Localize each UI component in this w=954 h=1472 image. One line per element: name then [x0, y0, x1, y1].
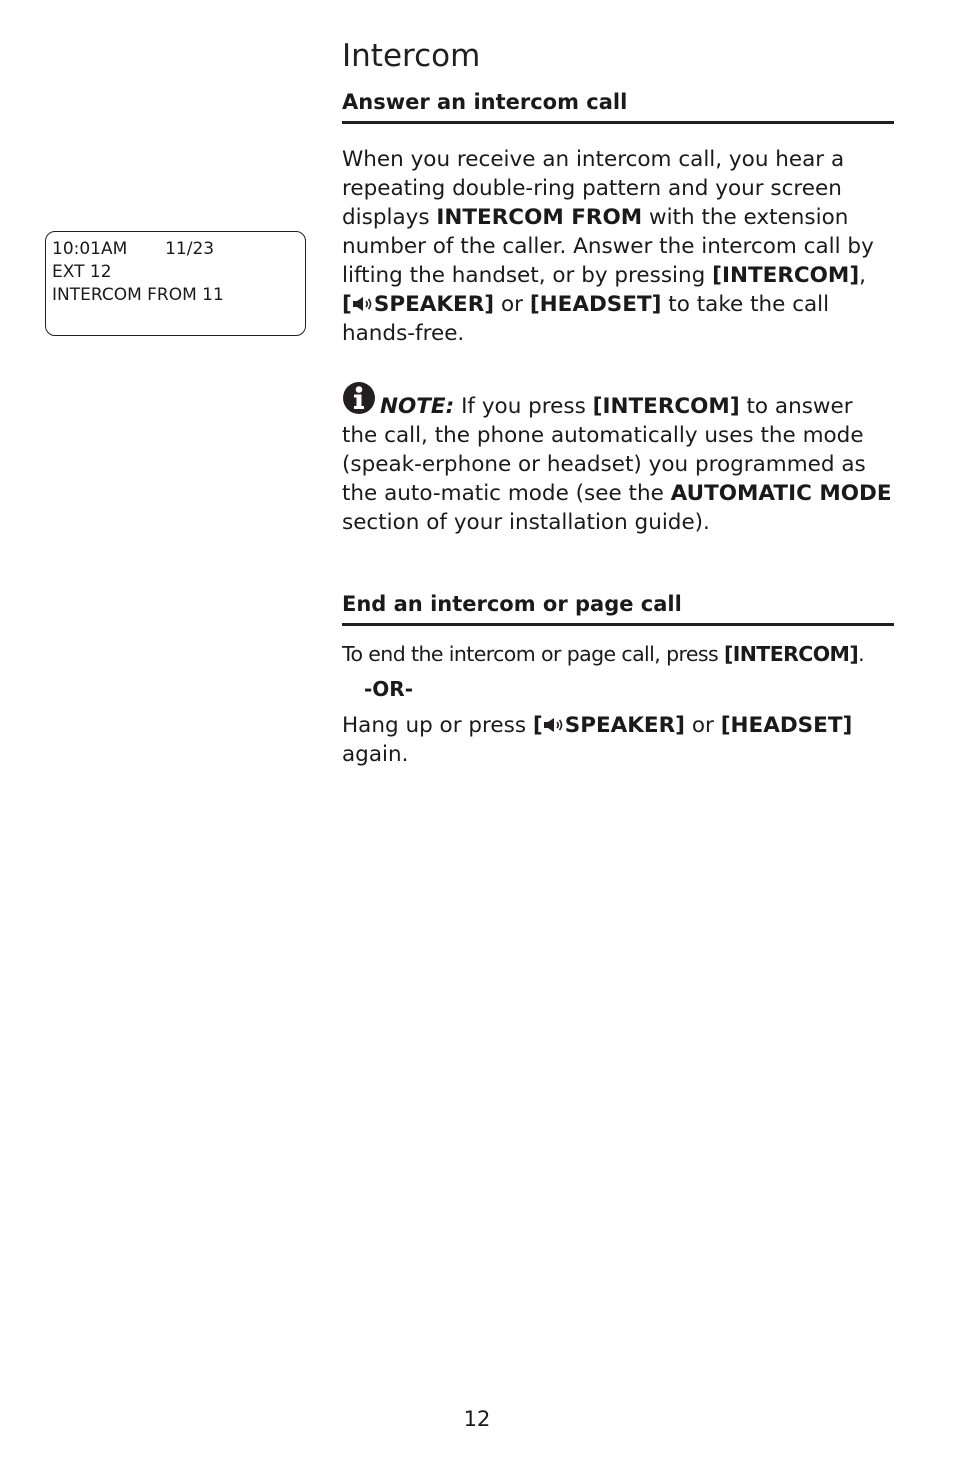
screen-line-extension: EXT 12 [52, 262, 112, 282]
bracket: [ [532, 713, 543, 738]
intercom-from-label: INTERCOM FROM [436, 205, 643, 230]
answer-section-heading: Answer an intercom call [342, 89, 894, 124]
answer-text: When you receive an intercom call, you hear a repeating double-ring pattern and your screen displays [342, 147, 845, 230]
note-text: to answer the call, the phone automatically uses the mode (speak-erphone or headset) you programmed as the auto-matic mode (see the [342, 394, 866, 506]
speaker-key-label: SPEAKER] [373, 292, 495, 317]
page-number: 12 [463, 1407, 491, 1431]
intercom-key-label: [INTERCOM] [723, 642, 859, 666]
bracket: [ [342, 292, 352, 317]
end-section-heading: End an intercom or page call [342, 591, 894, 626]
or-separator: -OR- [364, 677, 414, 701]
end-text: To end the intercom or page call, press [342, 642, 724, 666]
automatic-mode-label: AUTOMATIC MODE [670, 481, 892, 506]
handset-screen-display [45, 231, 306, 336]
speaker-key-label: SPEAKER] [564, 713, 686, 738]
end-text: again. [342, 742, 409, 767]
note-paragraph [342, 381, 894, 537]
intercom-key-label: [INTERCOM] [712, 263, 860, 288]
screen-line-time-date: 10:01AM 11/23 [52, 239, 215, 259]
info-icon [342, 381, 376, 415]
page-title: Intercom [342, 38, 481, 74]
headset-key-label: [HEADSET] [529, 292, 662, 317]
note-text: section of your installation guide). [342, 510, 710, 535]
end-text: Hang up or press [342, 713, 533, 738]
answer-text: with the extension number of the caller. Answer the intercom call by lifting the handset, or by pressing [342, 205, 874, 288]
end-text: or [685, 713, 721, 738]
speaker-icon [352, 296, 374, 312]
answer-text: or [494, 292, 530, 317]
end-line-2 [342, 711, 894, 769]
answer-paragraph [342, 145, 894, 348]
note-text: If you press [454, 394, 593, 419]
headset-key-label: [HEADSET] [720, 713, 853, 738]
intercom-key-label: [INTERCOM] [592, 394, 740, 419]
end-line-1 [342, 640, 894, 669]
end-text: . [858, 642, 865, 666]
note-label: NOTE: [380, 394, 455, 419]
screen-line-intercom-from: INTERCOM FROM 11 [52, 285, 224, 305]
answer-text: , [859, 263, 866, 288]
answer-text: to take the call hands-free. [342, 292, 830, 346]
speaker-icon [543, 717, 565, 733]
